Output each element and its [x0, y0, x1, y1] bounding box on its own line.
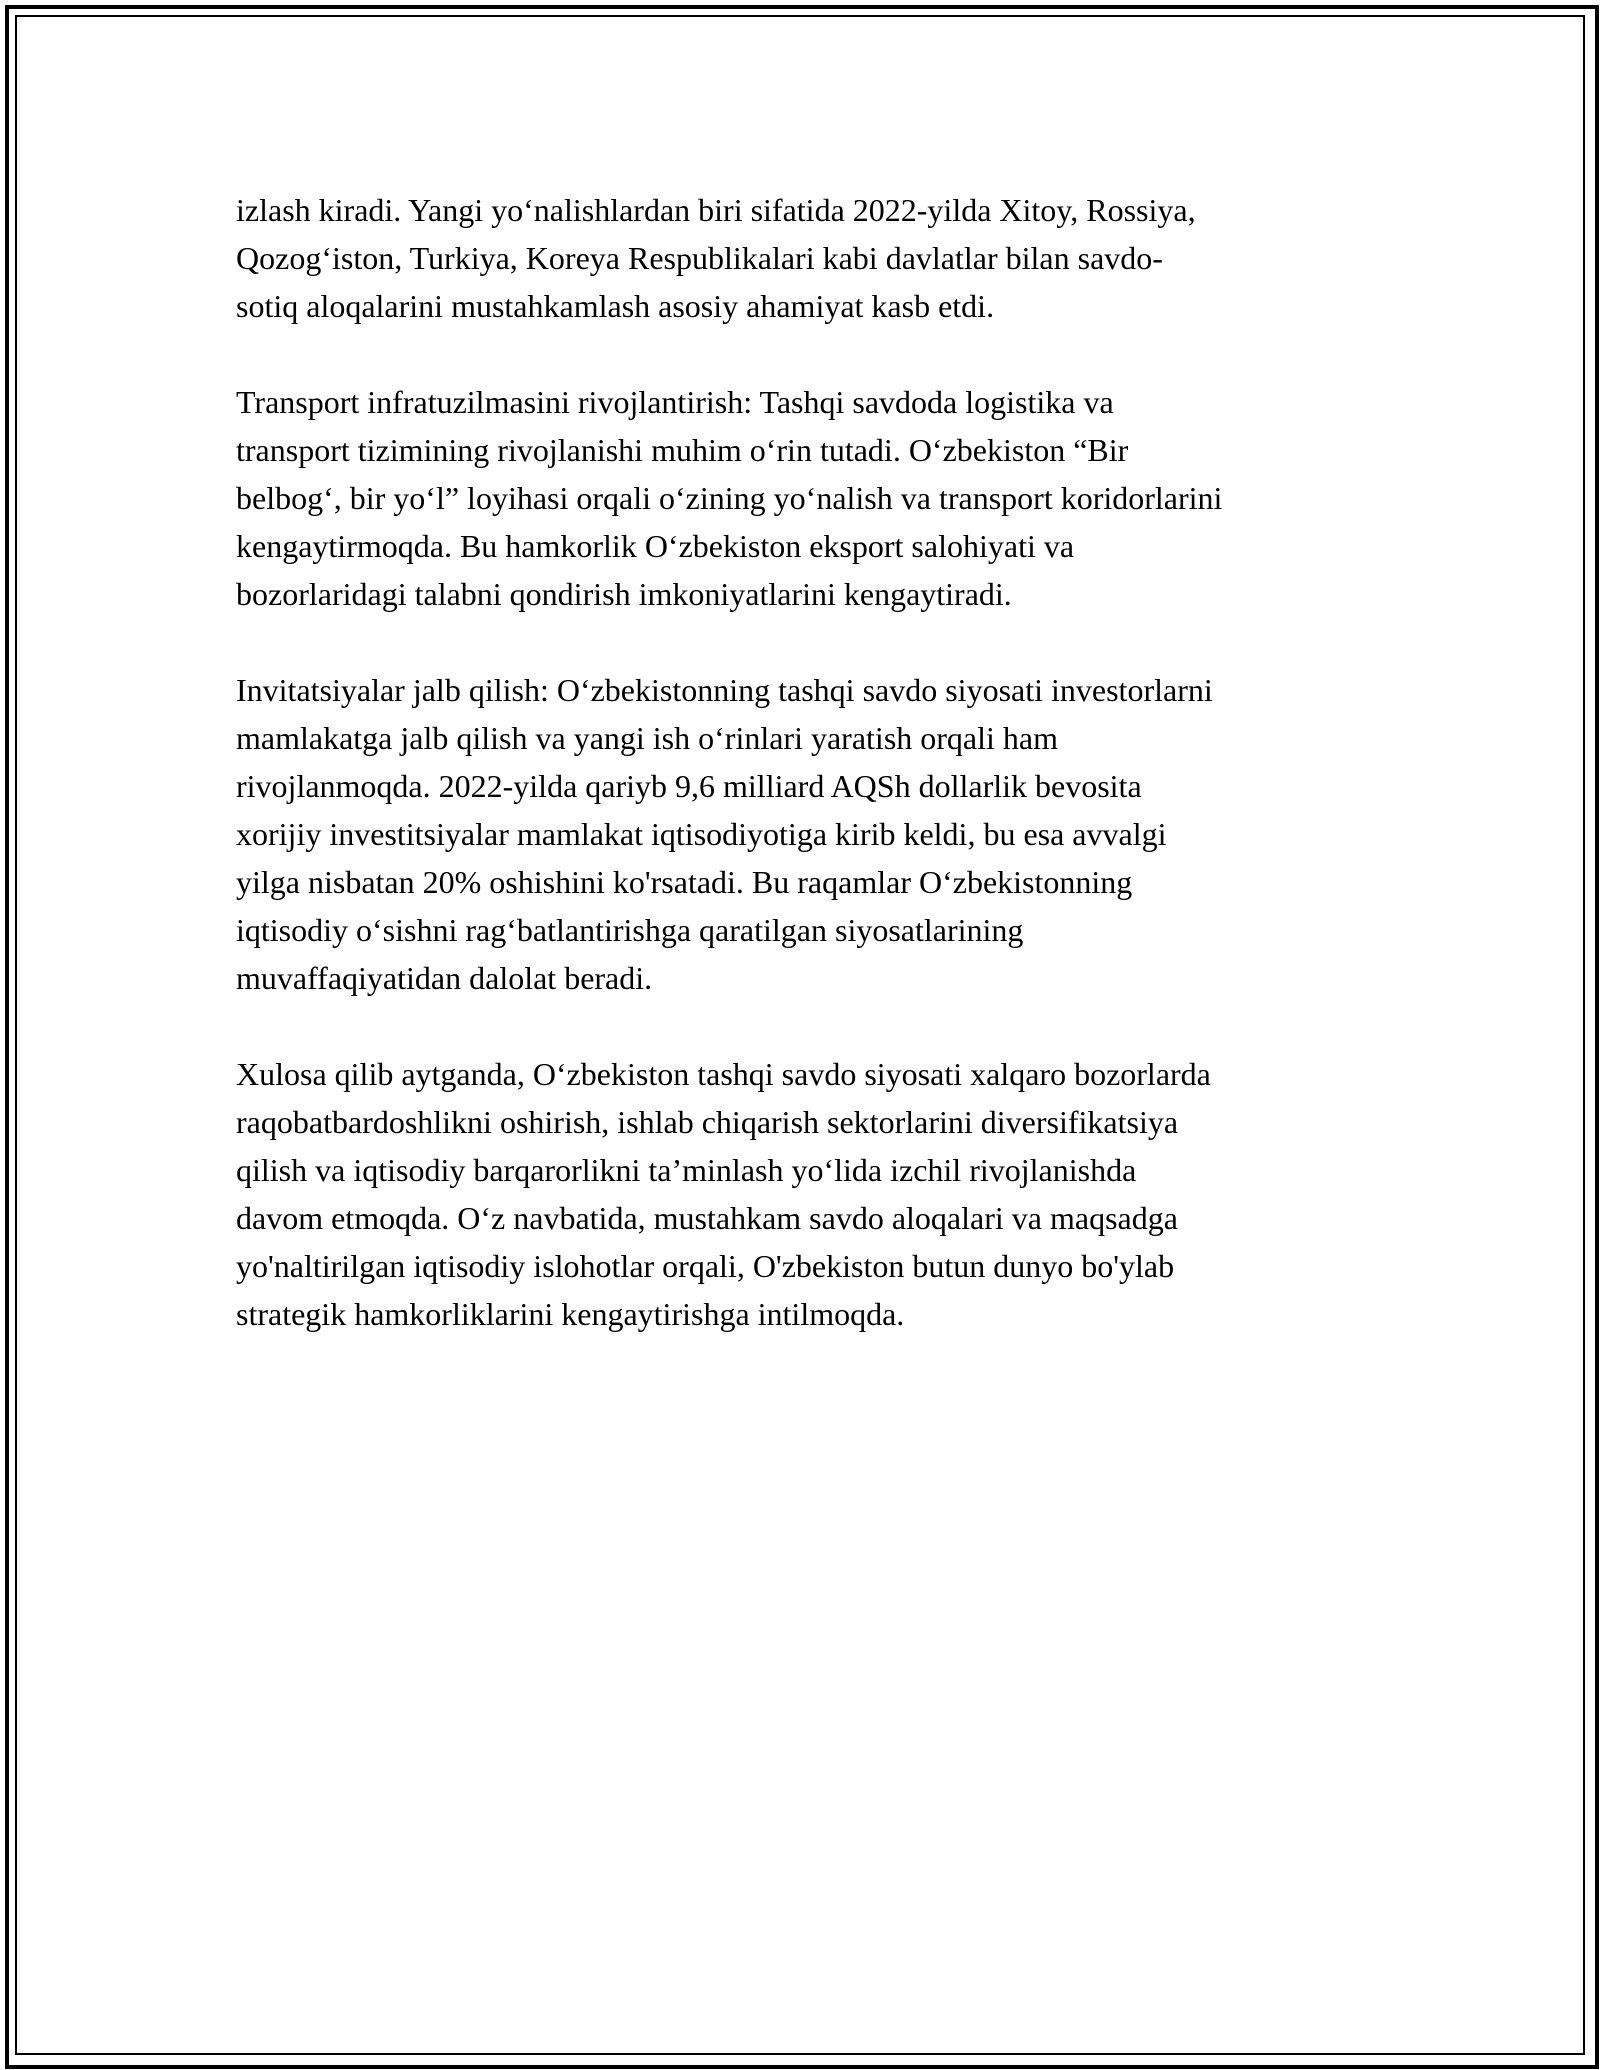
paragraph-trade-directions: izlash kiradi. Yangi yo‘nalishlardan biri sifatida 2022-yilda Xitoy, Rossiya, Qozog‘iston, Turkiya, Koreya Respublikalari kabi davlatlar bilan savdo- sotiq aloqalarini mustahkamlash asosiy ahamiyat kasb etdi.: [236, 192, 1196, 324]
paragraph-investment-attraction: Invitatsiyalar jalb qilish: O‘zbekistonning tashqi savdo siyosati investorlarni mamlakatga jalb qilish va yangi ish o‘rinlari yaratish orqali ham rivojlanmoqda. 2022-yilda qariyb 9,6 milliard AQSh dollarlik bevosita xorijiy investitsiyalar mamlakat iqtisodiyotiga kirib keldi, bu esa avvalgi yilga nisbatan 20% oshishini ko'rsatadi. Bu raqamlar O‘zbekistonning iqtisodiy o‘sishni rag‘batlantirishga qaratilgan siyosatlarining muvaffaqiyatidan dalolat beradi.: [236, 672, 1213, 996]
document-body: [236, 186, 1376, 1386]
paragraph-conclusion: Xulosa qilib aytganda, O‘zbekiston tashqi savdo siyosati xalqaro bozorlarda raqobatbardoshlikni oshirish, ishlab chiqarish sektorlarini diversifikatsiya qilish va iqtisodiy barqarorlikni ta’minlash yo‘lida izchil rivojlanishda davom etmoqda. O‘z navbatida, mustahkam savdo aloqalari va maqsadga yo'naltirilgan iqtisodiy islohotlar orqali, O'zbekiston butun dunyo bo'ylab strategik hamkorliklarini kengaytirishga intilmoqda.: [236, 1056, 1211, 1332]
paragraph-transport-infrastructure: Transport infratuzilmasini rivojlantirish: Tashqi savdoda logistika va transport tizimining rivojlanishi muhim o‘rin tutadi. O‘zbekiston “Bir belbog‘, bir yo‘l” loyihasi orqali o‘zining yo‘nalish va transport koridorlarini kengaytirmoqda. Bu hamkorlik O‘zbekiston eksport salohiyati va bozorlaridagi talabni qondirish imkoniyatlarini kengaytiradi.: [236, 384, 1223, 612]
